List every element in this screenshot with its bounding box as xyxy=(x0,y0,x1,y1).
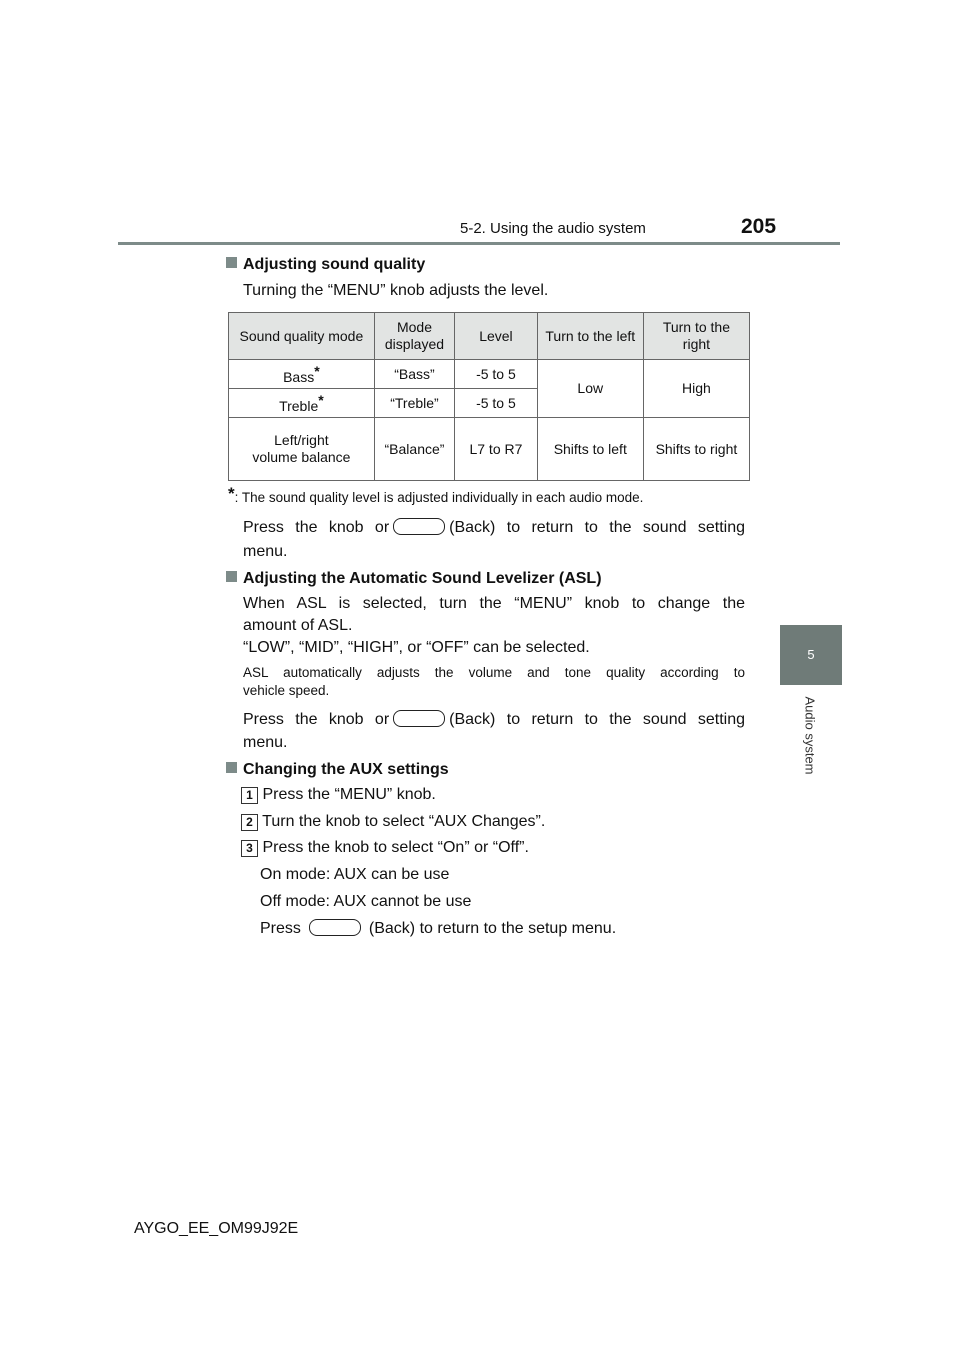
col-header: Turn to the left xyxy=(537,313,643,360)
asl-text: “LOW”, “MID”, “HIGH”, or “OFF” can be selected. xyxy=(243,639,590,656)
table-cell: “Balance” xyxy=(374,418,454,481)
step-number-icon: 1 xyxy=(241,787,258,804)
chapter-tab: 5 xyxy=(780,625,842,685)
table-cell: “Bass” xyxy=(374,360,454,389)
back-button-icon xyxy=(309,919,361,936)
step-number-icon: 2 xyxy=(241,814,258,831)
table-cell: “Treble” xyxy=(374,389,454,418)
table-cell: High xyxy=(643,360,749,418)
section-title: 5-2. Using the audio system xyxy=(460,220,646,237)
list-item: 1 Press the “MENU” knob. xyxy=(241,786,436,804)
header-rule xyxy=(118,242,840,245)
col-header: Mode displayed xyxy=(374,313,454,360)
table-cell: Treble* xyxy=(229,389,375,418)
table-row xyxy=(229,360,750,389)
heading-bullet-icon xyxy=(226,762,237,773)
press-back-setup: Press (Back) to return to the setup menu. xyxy=(260,920,617,937)
press-back-text: Press the knob or (Back) to return to the sound setting xyxy=(243,519,746,536)
table-cell: Low xyxy=(537,360,643,418)
heading-bullet-icon xyxy=(226,257,237,268)
asl-note: vehicle speed. xyxy=(243,683,330,698)
table-header-row xyxy=(229,313,750,360)
step-number-icon: 3 xyxy=(241,840,258,857)
table-footnote: *: The sound quality level is adjusted individually in each audio mode. xyxy=(228,484,644,505)
press-back-text: Press the knob or (Back) to return to the sound setting xyxy=(243,711,746,728)
table-cell: -5 to 5 xyxy=(455,389,538,418)
col-header: Sound quality mode xyxy=(229,313,375,360)
back-button-icon xyxy=(393,710,445,727)
list-item: 3 Press the knob to select “On” or “Off”. xyxy=(241,839,529,857)
sound-quality-intro: Turning the “MENU” knob adjusts the level. xyxy=(243,282,549,299)
press-back-text-end: menu. xyxy=(243,734,288,751)
heading-bullet-icon xyxy=(226,571,237,582)
asl-text: When ASL is selected, turn the “MENU” knob to change the xyxy=(243,595,745,612)
table-cell: L7 to R7 xyxy=(455,418,538,481)
press-back-text-end: menu. xyxy=(243,543,288,560)
table-cell: Bass* xyxy=(229,360,375,389)
col-header: Turn to the right xyxy=(643,313,749,360)
chapter-label: Audio system xyxy=(802,696,818,775)
heading-sound-quality: Adjusting sound quality xyxy=(226,256,425,274)
page-number: 205 xyxy=(741,215,777,238)
asl-note: ASL automatically adjusts the volume and tone quality according to xyxy=(243,665,745,680)
table-cell: Shifts to right xyxy=(643,418,749,481)
back-button-icon xyxy=(393,518,445,535)
asl-text: amount of ASL. xyxy=(243,617,353,634)
footnote-marker: * xyxy=(314,362,320,379)
aux-on-mode: On mode: AUX can be use xyxy=(260,866,450,883)
footnote-marker: * xyxy=(318,391,324,408)
aux-off-mode: Off mode: AUX cannot be use xyxy=(260,893,472,910)
heading-aux: Changing the AUX settings xyxy=(226,761,449,779)
list-item: 2 Turn the knob to select “AUX Changes”. xyxy=(241,813,545,831)
document-code: AYGO_EE_OM99J92E xyxy=(134,1220,299,1237)
table-cell: Shifts to left xyxy=(537,418,643,481)
heading-asl: Adjusting the Automatic Sound Levelizer (ASL) xyxy=(226,570,602,588)
col-header: Level xyxy=(455,313,538,360)
sound-quality-table xyxy=(228,312,750,481)
table-row xyxy=(229,418,750,481)
table-cell: Left/right volume balance xyxy=(229,418,375,481)
table-cell: -5 to 5 xyxy=(455,360,538,389)
